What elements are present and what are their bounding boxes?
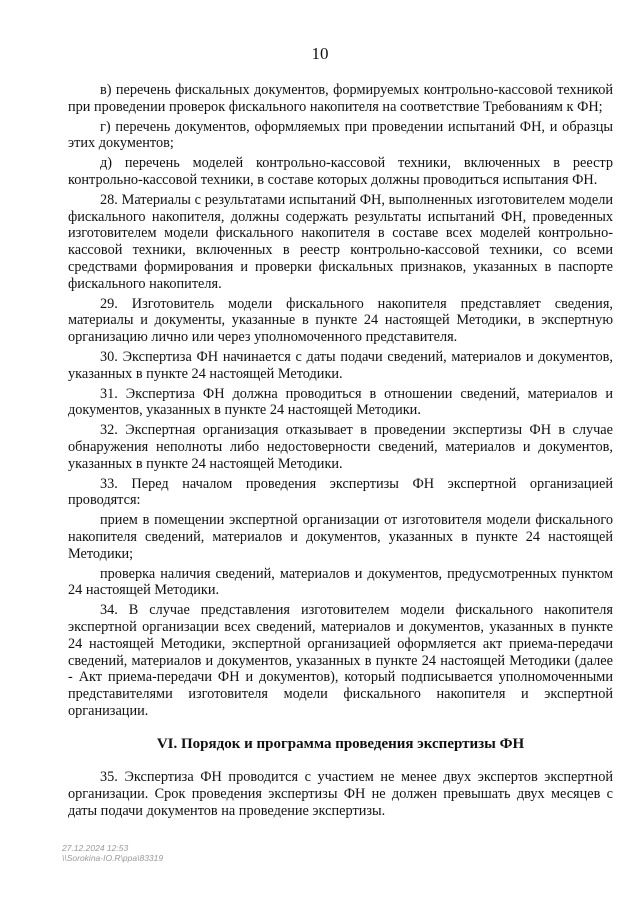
paragraph-item-d: д) перечень моделей контрольно-кассовой техники, включенных в реестр контрольно-кассовой техники, в составе которых должны проводиться испытания ФН. [68, 155, 613, 188]
paragraph-item-g: г) перечень документов, оформляемых при проведении испытаний ФН, и образцы этих документов; [68, 118, 613, 152]
paragraph-32: 32. Экспертная организация отказывает в проведении экспертизы ФН в случае обнаружения неполноты либо недостоверности сведений, материалов и документов, указанных в пункте 24 настоящей Методики. [68, 422, 613, 472]
paragraph-item-v: в) перечень фискальных документов, формируемых контрольно-кассовой техникой при проведении проверок фискального накопителя на соответствие Требованиям к ФН; [68, 82, 613, 115]
section-heading: VI. Порядок и программа проведения экспертизы ФН [156, 735, 525, 752]
paragraph-33: 33. Перед началом проведения экспертизы ФН экспертной организацией проводятся: [68, 475, 613, 509]
footer-timestamp: 27.12.2024 12:53 [62, 843, 129, 853]
footer-stamp [62, 843, 163, 863]
footer-path: \\Sorokina-IO.R\ppa\83319 [62, 853, 164, 863]
document-body [68, 82, 613, 823]
paragraph-29: 29. Изготовитель модели фискального накопителя представляет сведения, материалы и документы, указанные в пункте 24 настоящей Методики, в экспертную организацию лично или через уполномоченного представителя. [68, 295, 613, 346]
paragraph-31: 31. Экспертиза ФН должна проводиться в отношении сведений, материалов и документов, указанных в пункте 24 настоящей Методики. [68, 385, 613, 419]
paragraph-33-item-2: проверка наличия сведений, материалов и документов, предусмотренных пунктом 24 настоящей Методики. [68, 565, 613, 599]
page-number: 10 [311, 44, 329, 63]
paragraph-34: 34. В случае представления изготовителем модели фискального накопителя экспертной организации всех сведений, материалов и документов, указанных в пункте 24 настоящей Методики, экспертной организацией оформляется акт приема-передачи сведений, материалов и документов, указанных в пункте 24 настоящей Методики (далее - Акт приема-передачи ФН и документов), который подписывается уполномоченными представителями изготовителя модели фискального накопителя и экспертной организации. [68, 602, 613, 719]
paragraph-33-item-1: прием в помещении экспертной организации от изготовителя модели фискального накопителя сведений, материалов и документов, указанных в пункте 24 настоящей Методики; [68, 512, 613, 562]
paragraph-28: 28. Материалы с результатами испытаний ФН, выполненных изготовителем модели фискального накопителя, должны содержать результаты испытаний ФН, проведенных изготовителем модели фискального накопителя в составе всех моделей контрольно-кассовой техники, включенных в реестр контрольно-кассовой техники, со всеми средствами формирования и проверки фискальных признаков, указанных в паспорте фискального накопителя. [68, 191, 613, 292]
paragraph-35: 35. Экспертиза ФН проводится с участием не менее двух экспертов экспертной организации. Срок проведения экспертизы ФН не должен превышать двух месяцев с даты подачи документов на проведение экспертизы. [68, 769, 613, 820]
paragraph-30: 30. Экспертиза ФН начинается с даты подачи сведений, материалов и документов, указанных в пункте 24 настоящей Методики. [68, 348, 613, 382]
